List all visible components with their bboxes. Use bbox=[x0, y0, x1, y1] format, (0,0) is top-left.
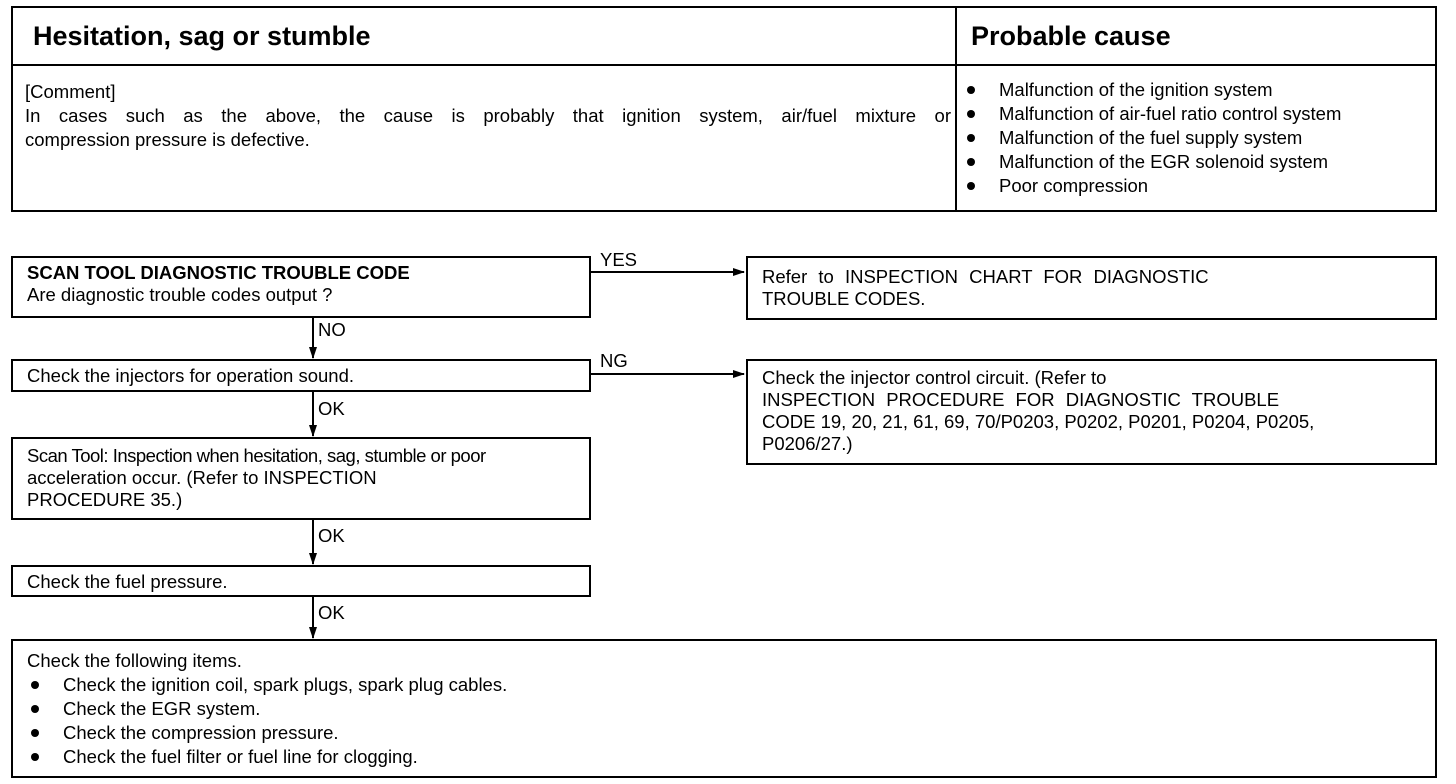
probable-cause-header: Probable cause bbox=[971, 21, 1171, 51]
bullet-icon bbox=[31, 681, 39, 689]
ng-label: NG bbox=[600, 350, 628, 371]
step-title: SCAN TOOL DIAGNOSTIC TROUBLE CODE bbox=[27, 262, 410, 283]
no-label: NO bbox=[318, 319, 346, 340]
step-line: Scan Tool: Inspection when hesitation, sag, stumble or poor bbox=[27, 445, 486, 466]
cause-text: Malfunction of air-fuel ratio control system bbox=[999, 103, 1342, 124]
step-check-following-items bbox=[11, 639, 1437, 778]
ok-label: OK bbox=[318, 525, 345, 546]
result-line: Refer to INSPECTION CHART FOR DIAGNOSTIC bbox=[762, 266, 1209, 287]
comment-line: compression pressure is defective. bbox=[25, 129, 310, 150]
bullet-icon bbox=[31, 729, 39, 737]
ok-label: OK bbox=[318, 398, 345, 419]
check-text: Check the ignition coil, spark plugs, spark plug cables. bbox=[63, 674, 508, 695]
step-scan-tool-dtc bbox=[11, 256, 591, 318]
check-text: Check the compression pressure. bbox=[63, 722, 339, 743]
check-text: Check the fuel filter or fuel line for clogging. bbox=[63, 746, 418, 767]
step-text: Check the fuel pressure. bbox=[27, 571, 228, 592]
result-line: INSPECTION PROCEDURE FOR DIAGNOSTIC TROUBLE bbox=[762, 389, 1280, 410]
check-text: Check the EGR system. bbox=[63, 698, 261, 719]
comment-line: In cases such as the above, the cause is probably that ignition system, air/fuel mixture or bbox=[25, 105, 951, 126]
result-inspection-chart bbox=[746, 256, 1437, 320]
comment-label: [Comment] bbox=[25, 81, 116, 102]
step-scan-tool-hesitation bbox=[11, 437, 591, 520]
check-item bbox=[27, 721, 1421, 745]
check-item-list bbox=[27, 673, 1421, 769]
cause-text: Malfunction of the EGR solenoid system bbox=[999, 151, 1329, 172]
check-item bbox=[27, 697, 1421, 721]
result-line: P0206/27.) bbox=[762, 433, 853, 454]
check-item bbox=[27, 745, 1421, 769]
yes-label: YES bbox=[600, 249, 638, 270]
step-check-injectors bbox=[11, 359, 591, 392]
check-item bbox=[27, 673, 1421, 697]
step-intro: Check the following items. bbox=[27, 650, 242, 671]
step-line: PROCEDURE 35.) bbox=[27, 489, 183, 510]
bullet-icon bbox=[31, 705, 39, 713]
bullet-icon bbox=[31, 753, 39, 761]
step-question: Are diagnostic trouble codes output ? bbox=[27, 284, 333, 305]
result-line: Check the injector control circuit. (Refer to bbox=[762, 367, 1107, 388]
cause-text: Malfunction of the fuel supply system bbox=[999, 127, 1303, 148]
result-injector-circuit bbox=[746, 359, 1437, 465]
result-line: CODE 19, 20, 21, 61, 69, 70/P0203, P0202, P0201, P0204, P0205, bbox=[762, 411, 1315, 432]
cause-text: Malfunction of the ignition system bbox=[999, 79, 1273, 100]
step-text: Check the injectors for operation sound. bbox=[27, 365, 355, 386]
step-check-fuel-pressure bbox=[11, 565, 591, 597]
ok-label: OK bbox=[318, 602, 345, 623]
cause-text: Poor compression bbox=[999, 175, 1149, 196]
symptom-header: Hesitation, sag or stumble bbox=[33, 21, 371, 51]
step-line: acceleration occur. (Refer to INSPECTION bbox=[27, 467, 377, 488]
result-line: TROUBLE CODES. bbox=[762, 288, 926, 309]
